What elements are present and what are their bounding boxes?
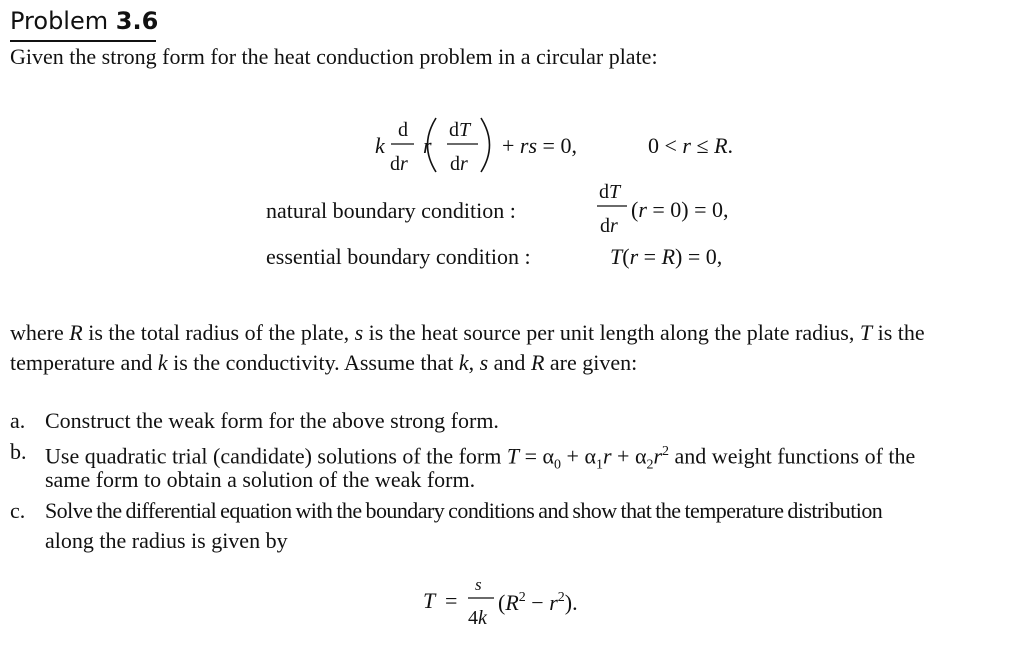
problem-label: Problem [10,7,109,35]
svg-text:s: s [475,575,482,594]
task-c-label: c. [10,498,26,523]
svg-text:T(r = R) = 0,: T(r = R) = 0, [610,244,723,269]
svg-text:0 < r ≤ R.: 0 < r ≤ R. [648,133,734,158]
domain-condition [648,133,733,158]
task-a-label: a. [10,408,26,433]
solution-equation [423,575,578,629]
svg-text:(r = 0) = 0,: (r = 0) = 0, [631,197,729,222]
svg-text:dr: dr [600,215,618,237]
svg-text:dr: dr [390,153,408,175]
svg-text:dr: dr [450,153,468,175]
natural-bc-label: natural boundary condition : [266,198,516,223]
svg-text:d: d [398,119,408,141]
essential-bc-equation [610,244,722,269]
problem-number: 3.6 [115,7,159,35]
svg-text:+ rs = 0,: + rs = 0, [502,133,577,158]
svg-text:dT: dT [449,119,471,141]
svg-text:T: T [423,588,436,613]
svg-text:(R2 − r2).: $(R^2 - r^2)$. [498,590,578,615]
task-c-text: Solve the differential equation with the boundary conditions and show that the temperature distribution [45,498,883,523]
svg-text:=: = [445,588,458,613]
description-line-2: temperature and k is the conductivity. Assume that k, s and R are given: [10,350,638,375]
governing-equation [375,118,577,175]
intro-text: Given the strong form for the heat conduction problem in a circular plate: [10,44,658,69]
svg-text:dT: dT [599,181,621,203]
task-a-text: Construct the weak form for the above strong form. [45,408,499,433]
task-b-label: b. [10,439,27,464]
essential-bc-label: essential boundary condition : [266,244,531,269]
svg-text:4k: 4k [468,607,487,629]
task-b-text: Use quadratic trial (candidate) solutions of the form $T = \alpha_0 + \alpha_1r + \alpha_2r^2$ and weight functions of the [45,443,916,473]
svg-text:k: k [375,133,385,158]
description-line-1: where R is the total radius of the plate, s is the heat source per unit length along the plate radius, T is the [10,320,925,345]
svg-text:r: r [423,133,432,158]
natural-bc-equation [597,181,729,237]
